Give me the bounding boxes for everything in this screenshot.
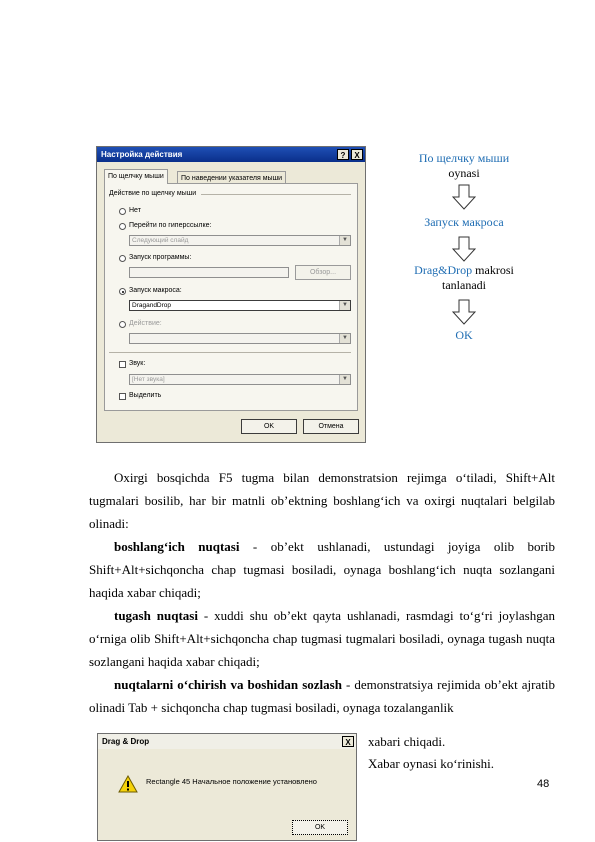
dialog-title: Настройка действия [97,147,365,162]
sound-label: Звук: [129,360,146,367]
ok-button[interactable]: OK [292,820,348,835]
chevron-down-icon: ▼ [339,301,350,310]
down-arrow-icon [452,236,476,262]
ok-button[interactable]: OK [241,419,297,434]
radio-hyperlink-label: Перейти по гиперссылке: [129,222,212,229]
action-select[interactable] [129,333,351,344]
paragraph-4: nuqtalarni o‘chirish va boshidan sozlash - demonstratsiya rejimida ob’ekt ajratib olinadi Tab + sichqoncha chap tugmasi bosiladi, oynaga tozalanganlik [89,677,555,715]
hyperlink-select[interactable]: Следующий слайд ▼ [129,235,351,246]
page-number: 48 [537,778,550,790]
sound-checkbox[interactable] [119,361,126,368]
radio-run-program-label: Запуск программы: [129,254,192,261]
tab-on-click[interactable]: По щелчку мыши [104,169,168,184]
paragraph-2: boshlang‘ich nuqtasi - ob’ekt ushlanadi, ustundagi joyiga olib borib Shift+Alt+sichqoncha chap tugmasi bosiladi, oynaga boshlang‘ich nuqta sozlangani haqida xabar chiqadi; [89,539,555,600]
radio-hyperlink[interactable] [119,223,126,230]
program-input[interactable] [129,267,289,278]
flow-step3-word: makrosi [475,263,514,277]
highlight-checkbox[interactable] [119,393,126,400]
close-button[interactable]: X [351,149,363,160]
down-arrow-icon [452,184,476,210]
chevron-down-icon: ▼ [339,375,350,384]
sound-select[interactable]: [Нет звука] ▼ [129,374,351,385]
macro-select[interactable]: DragandDrop ▼ [129,300,351,311]
radio-action[interactable] [119,321,126,328]
radio-none-label: Нет [129,207,141,214]
cancel-button[interactable]: Отмена [303,419,359,434]
help-button[interactable]: ? [337,149,349,160]
flow-step4: OK [455,328,473,342]
radio-action-label: Действие: [129,320,162,327]
tab-panel [104,183,358,411]
chevron-down-icon: ▼ [339,334,350,343]
term-end-point: tugash nuqtasi [114,608,198,623]
close-button[interactable]: X [342,736,354,747]
flow-step1-title: По щелчку мыши [418,151,510,165]
flow-step2: Запуск макроса [424,215,504,229]
action-settings-dialog [96,146,366,443]
tab-on-hover[interactable]: По наведении указателя мыши [177,171,286,185]
flow-step3-sub: tanlanadi [442,278,486,292]
down-arrow-icon [452,299,476,325]
radio-run-program[interactable] [119,255,126,262]
radio-run-macro-label: Запуск макроса: [129,287,182,294]
term-start-point: boshlang‘ich nuqtasi [114,539,240,554]
warning-icon [118,775,138,793]
message-text: Rectangle 45 Начальное положение установлено [146,777,317,786]
dialog2-title: Drag & Drop [98,734,356,749]
radio-run-macro[interactable] [119,288,126,295]
radio-none[interactable] [119,208,126,215]
paragraph-5: Xabar oynasi ko‘rinishi. [368,756,495,771]
flow-step1-sub: oynasi [448,166,480,180]
highlight-label: Выделить [129,392,162,399]
browse-button[interactable]: Обзор... [295,265,351,280]
flow-step3 [384,263,544,278]
group-label: Действие по щелчку мыши [109,190,197,197]
paragraph-1: Oxirgi bosqichda F5 tugma bilan demonstratsion rejimga o‘tiladi, Shift+Alt tugmalari bosilib, har bir matnli ob’ektning boshlang‘ich va oxirgi nuqtalari belgilab olinadi: [89,470,555,531]
paragraph-3: tugash nuqtasi - xuddi shu ob’ekt qayta ushlanadi, rasmdagi to‘g‘ri joylashgan o‘rniga olib Shift+Alt+sichqoncha chap tugmasi tugmalari bosiladi, oynaga tugash nuqta sozlangani haqida xabar chiqadi; [89,608,556,669]
paragraph-4-end: xabari chiqadi. [368,734,446,749]
chevron-down-icon: ▼ [339,236,350,245]
flow-step3-macro: Drag&Drop [414,263,473,277]
drag-drop-message-dialog [97,733,357,841]
term-reset-points: nuqtalarni o‘chirish va boshidan sozlash [114,677,342,692]
